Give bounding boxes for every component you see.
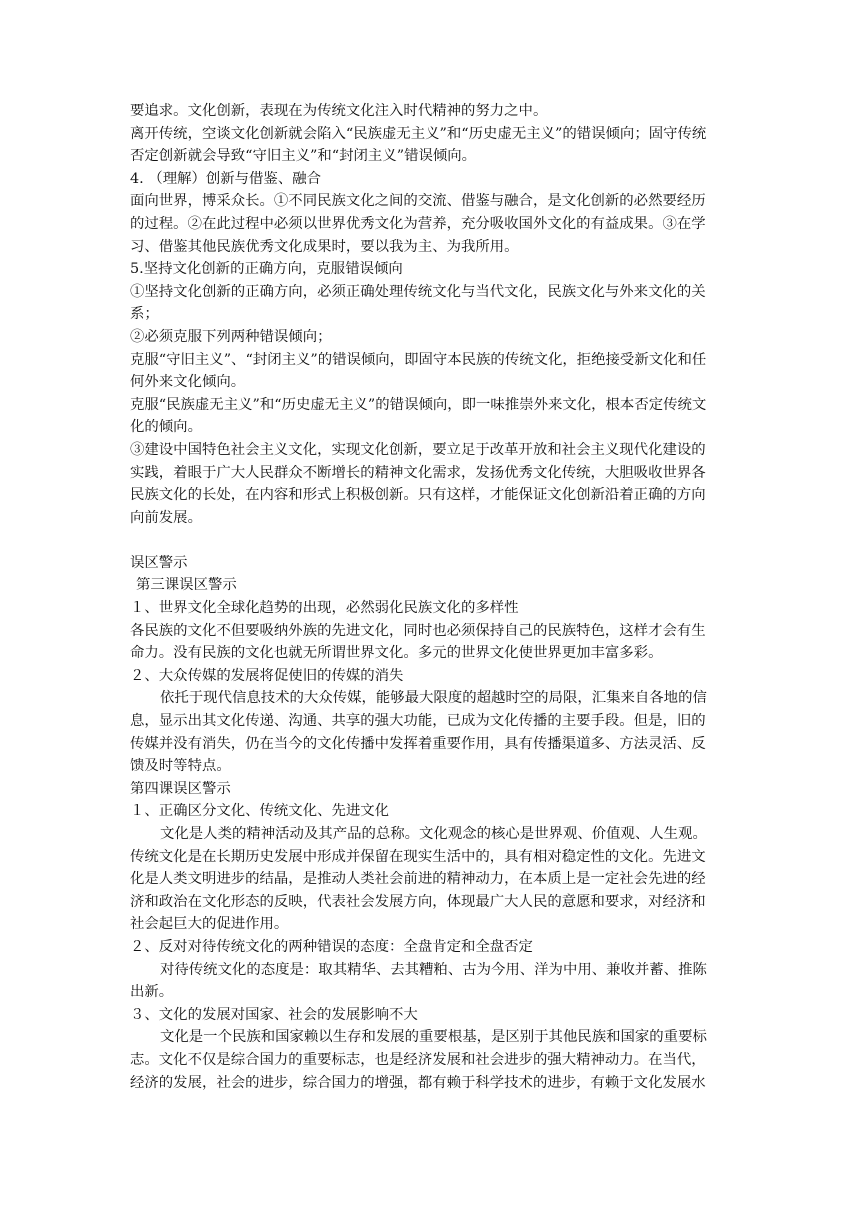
paragraph-line: 文化是一个民族和国家赖以生存和发展的重要根基，是区别于其他民族和国家的重要标 bbox=[160, 1029, 707, 1046]
paragraph-line: 化的倾向。 bbox=[130, 419, 202, 436]
paragraph-line: 息，显示出其文化传递、沟通、共享的强大功能，已成为文化传播的主要手段。但是，旧的 bbox=[130, 713, 706, 730]
paragraph-line: 社会起巨大的促进作用。 bbox=[130, 916, 289, 933]
paragraph-line: 克服“民族虚无主义”和“历史虚无主义”的错误倾向，即一味推崇外来文化，根本否定传统文 bbox=[130, 396, 707, 413]
paragraph-line: 命力。没有民族的文化也就无所谓世界文化。多元的世界文化使世界更加丰富多彩。 bbox=[130, 645, 663, 662]
paragraph-line: 馈及时等特点。 bbox=[130, 758, 231, 775]
item-heading: ３、文化的发展对国家、社会的发展影响不大 bbox=[130, 1006, 418, 1023]
subsection-heading: 第四课误区警示 bbox=[130, 780, 231, 797]
paragraph-line: 的过程。②在此过程中必须以世界优秀文化为营养，充分吸收国外文化的有益成果。③在学 bbox=[130, 215, 706, 232]
paragraph-line: 克服“守旧主义”、“封闭主义”的错误倾向，即固守本民族的传统文化，拒绝接受新文化和任 bbox=[130, 351, 707, 368]
paragraph-line: 向前发展。 bbox=[130, 509, 202, 526]
paragraph-line: 传统文化是在长期历史发展中形成并保留在现实生活中的，具有相对稳定性的文化。先进文 bbox=[130, 848, 706, 865]
paragraph-line: 面向世界，博采众长。①不同民族文化之间的交流、借鉴与融合，是文化创新的必然要经历 bbox=[130, 193, 706, 210]
document-body bbox=[130, 100, 733, 1094]
section-heading: 误区警示 bbox=[130, 554, 188, 571]
paragraph-line: 出新。 bbox=[130, 984, 174, 1001]
paragraph-line: 否定创新就会导致“守旧主义”和“封闭主义”错误倾向。 bbox=[130, 148, 477, 165]
section-heading: 4. （理解）创新与借鉴、融合 bbox=[130, 170, 321, 187]
paragraph-line: 化是人类文明进步的结晶，是推动人类社会前进的精神动力，在本质上是一定社会先进的经 bbox=[130, 871, 706, 888]
paragraph-line: ②必须克服下列两种错误倾向； bbox=[130, 328, 332, 345]
paragraph-line: 系； bbox=[130, 306, 159, 323]
section-heading: 5.坚持文化创新的正确方向，克服错误倾向 bbox=[130, 261, 403, 278]
paragraph-line: 文化是人类的精神活动及其产品的总称。文化观念的核心是世界观、价值观、人生观。 bbox=[160, 826, 707, 842]
blank-line bbox=[130, 529, 733, 552]
paragraph-line: 经济的发展，社会的进步，综合国力的增强，都有赖于科学技术的进步，有赖于文化发展水 bbox=[130, 1074, 706, 1091]
paragraph-line: ③建设中国特色社会主义文化，实现文化创新，要立足于改革开放和社会主义现代化建设的 bbox=[130, 441, 706, 458]
paragraph-line: 何外来文化倾向。 bbox=[130, 374, 246, 391]
paragraph-line: 习、借鉴其他民族优秀文化成果时，要以我为主、为我所用。 bbox=[130, 238, 519, 255]
paragraph-line: 民族文化的长处，在内容和形式上积极创新。只有这样，才能保证文化创新沿着正确的方向 bbox=[130, 487, 706, 504]
paragraph-line: 要追求。文化创新，表现在为传统文化注入时代精神的努力之中。 bbox=[130, 103, 548, 119]
item-heading: ２、反对对待传统文化的两种错误的态度：全盘肯定和全盘否定 bbox=[130, 938, 533, 955]
paragraph-line: 各民族的文化不但要吸纳外族的先进文化，同时也必须保持自己的民族特色，这样才会有生 bbox=[130, 622, 706, 639]
paragraph-line: 实践，着眼于广大人民群众不断增长的精神文化需求，发扬优秀文化传统，大胆吸收世界各 bbox=[130, 464, 706, 481]
paragraph-line: 济和政治在文化形态的反映，代表社会发展方向，体现最广大人民的意愿和要求，对经济和 bbox=[130, 893, 706, 910]
paragraph-line: ①坚持文化创新的正确方向，必须正确处理传统文化与当代文化，民族文化与外来文化的关 bbox=[130, 283, 706, 300]
paragraph-line: 离开传统，空谈文化创新就会陷入“民族虚无主义”和“历史虚无主义”的错误倾向；固守传统 bbox=[130, 125, 707, 142]
item-heading: ２、大众传媒的发展将促使旧的传媒的消失 bbox=[130, 667, 404, 684]
paragraph-line: 志。文化不仅是综合国力的重要标志，也是经济发展和社会进步的强大精神动力。在当代， bbox=[130, 1051, 706, 1068]
subsection-heading: 第三课误区警示 bbox=[136, 577, 237, 594]
item-heading: １、正确区分文化、传统文化、先进文化 bbox=[130, 803, 390, 820]
paragraph-line: 依托于现代信息技术的大众传媒，能够最大限度的超越时空的局限，汇集来自各地的信 bbox=[160, 690, 707, 707]
paragraph-line: 对待传统文化的态度是：取其精华、去其糟粕、古为今用、洋为中用、兼收并蓄、推陈 bbox=[160, 961, 707, 978]
item-heading: １、世界文化全球化趋势的出现，必然弱化民族文化的多样性 bbox=[130, 600, 519, 617]
paragraph-line: 传媒并没有消失，仍在当今的文化传播中发挥着重要作用，具有传播渠道多、方法灵活、反 bbox=[130, 735, 706, 752]
